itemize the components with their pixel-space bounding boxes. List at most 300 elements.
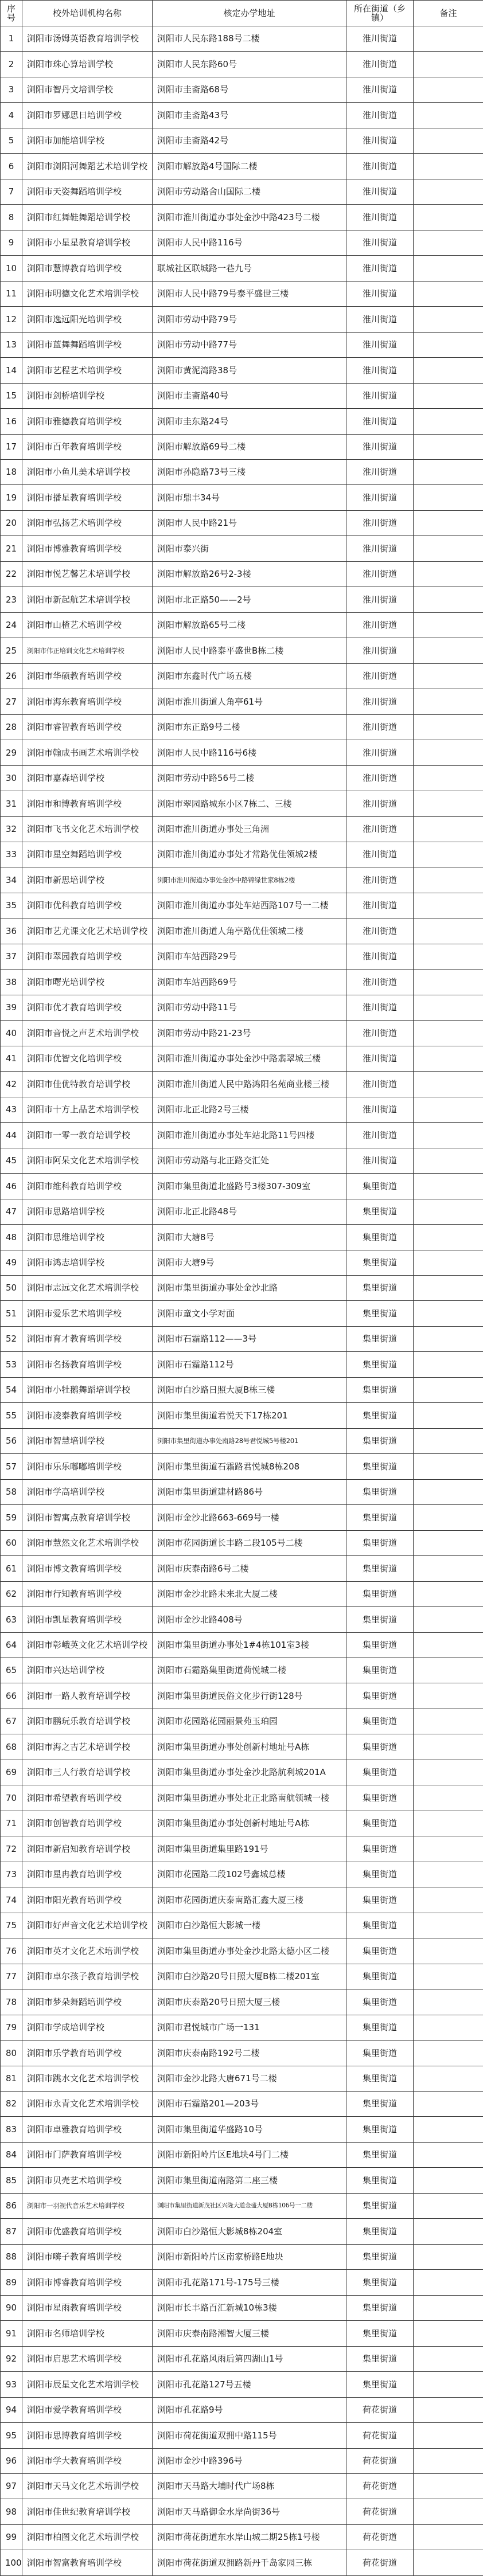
cell-name: 浏阳市学成培训学校 xyxy=(22,2015,153,2040)
cell-area: 集里街道 xyxy=(346,2321,414,2346)
cell-name: 浏阳市星冉教育培训学校 xyxy=(22,1862,153,1887)
table-row xyxy=(1,1046,483,1071)
table-row xyxy=(1,2244,483,2269)
cell-note xyxy=(414,1862,483,1887)
cell-address: 浏阳市淮川街道办事处车站西路107号一二楼 xyxy=(153,893,346,918)
cell-name: 浏阳市卓雅教育培训学校 xyxy=(22,2117,153,2142)
cell-name: 浏阳市英才文化艺术培训学校 xyxy=(22,1938,153,1964)
cell-note xyxy=(414,816,483,842)
cell-area: 集里街道 xyxy=(346,1862,414,1887)
cell-area: 集里街道 xyxy=(346,1581,414,1606)
cell-address: 浏阳市泰兴街 xyxy=(153,536,346,561)
cell-no: 59 xyxy=(1,1505,22,1530)
cell-address: 浏阳市集里街道建材路86号 xyxy=(153,1479,346,1504)
cell-name: 浏阳市浏阳河舞蹈艺术培训学校 xyxy=(22,154,153,179)
cell-area: 淮川街道 xyxy=(346,1123,414,1148)
table-row xyxy=(1,307,483,332)
cell-no: 34 xyxy=(1,867,22,893)
cell-note xyxy=(414,1199,483,1224)
cell-no: 82 xyxy=(1,2091,22,2116)
cell-note xyxy=(414,383,483,408)
table-row xyxy=(1,2397,483,2422)
cell-address: 浏阳市集里街道民俗文化步行街128号 xyxy=(153,1683,346,1709)
cell-note xyxy=(414,2193,483,2218)
cell-name: 浏阳市优智文化培训学校 xyxy=(22,1046,153,1071)
cell-note xyxy=(414,2499,483,2524)
cell-address: 浏阳市天马路大埔时代广场8栋 xyxy=(153,2474,346,2499)
cell-no: 18 xyxy=(1,459,22,484)
cell-name: 浏阳市好声音文化艺术培训学校 xyxy=(22,1913,153,1938)
cell-address: 浏阳市花园路花园丽景苑玉珀园 xyxy=(153,1709,346,1734)
cell-note xyxy=(414,740,483,765)
table-row xyxy=(1,2066,483,2091)
cell-note xyxy=(414,1072,483,1097)
cell-address: 浏阳市童文小学对面 xyxy=(153,1301,346,1326)
cell-area: 淮川街道 xyxy=(346,536,414,561)
table-row xyxy=(1,970,483,995)
table-row xyxy=(1,1454,483,1479)
cell-area: 集里街道 xyxy=(346,2168,414,2193)
cell-name: 浏阳市新起航艺术培训学校 xyxy=(22,587,153,612)
cell-note xyxy=(414,307,483,332)
cell-note xyxy=(414,970,483,995)
cell-area: 淮川街道 xyxy=(346,918,414,944)
cell-note xyxy=(414,1658,483,1683)
table-row xyxy=(1,2219,483,2244)
cell-address: 浏阳市君悦城市广场一131 xyxy=(153,2015,346,2040)
cell-no: 50 xyxy=(1,1275,22,1300)
cell-address: 浏阳市庆泰南路湘智大厦三楼 xyxy=(153,2321,346,2346)
cell-address: 浏阳市淮川街道人角亭61号 xyxy=(153,689,346,714)
cell-name: 浏阳市嗨子教育培训学校 xyxy=(22,2244,153,2269)
cell-area: 集里街道 xyxy=(346,2015,414,2040)
cell-area: 集里街道 xyxy=(346,1964,414,1989)
cell-area: 集里街道 xyxy=(346,2244,414,2269)
cell-no: 61 xyxy=(1,1556,22,1581)
table-row xyxy=(1,230,483,255)
cell-no: 48 xyxy=(1,1225,22,1250)
cell-no: 53 xyxy=(1,1352,22,1377)
cell-name: 浏阳市爱学教育培训学校 xyxy=(22,2397,153,2422)
cell-address: 浏阳市集里街道南路第二座三楼 xyxy=(153,2168,346,2193)
cell-name: 浏阳市十方上品艺术培训学校 xyxy=(22,1097,153,1122)
cell-area: 淮川街道 xyxy=(346,1072,414,1097)
cell-address: 浏阳市金沙中路396号 xyxy=(153,2448,346,2473)
cell-address: 浏阳市花园街道长丰路二段105号二楼 xyxy=(153,1530,346,1555)
cell-area: 淮川街道 xyxy=(346,485,414,510)
cell-no: 91 xyxy=(1,2321,22,2346)
cell-address: 浏阳市人民中路泰平盛世B栋二楼 xyxy=(153,638,346,663)
cell-note xyxy=(414,2524,483,2550)
cell-name: 浏阳市行知教育培训学校 xyxy=(22,1581,153,1606)
cell-area: 集里街道 xyxy=(346,1836,414,1862)
cell-note xyxy=(414,2041,483,2066)
cell-address: 浏阳市淮川街道办事处才常路优佳领城2楼 xyxy=(153,842,346,867)
cell-note xyxy=(414,1377,483,1402)
table-row xyxy=(1,383,483,408)
cell-address: 浏阳市白沙路恒大影城8栋204室 xyxy=(153,2219,346,2244)
cell-note xyxy=(414,2270,483,2295)
cell-name: 浏阳市鸿志培训学校 xyxy=(22,1250,153,1275)
cell-note xyxy=(414,638,483,663)
cell-no: 57 xyxy=(1,1454,22,1479)
table-row xyxy=(1,867,483,893)
cell-no: 64 xyxy=(1,1632,22,1658)
cell-address: 浏阳市新阳岭片区E地块4号门二楼 xyxy=(153,2142,346,2167)
cell-address: 浏阳市金沙北路408号 xyxy=(153,1607,346,1632)
cell-area: 集里街道 xyxy=(346,1683,414,1709)
cell-area: 集里街道 xyxy=(346,1989,414,2015)
cell-address: 浏阳市圭东路24号 xyxy=(153,409,346,434)
cell-address: 浏阳市庆泰南路6号二楼 xyxy=(153,1556,346,1581)
cell-note xyxy=(414,2474,483,2499)
cell-no: 23 xyxy=(1,587,22,612)
cell-address: 浏阳市集里街道办事处金沙北路太德小区二楼 xyxy=(153,1938,346,1964)
table-row xyxy=(1,1989,483,2015)
cell-no: 74 xyxy=(1,1887,22,1913)
cell-area: 淮川街道 xyxy=(346,281,414,306)
cell-area: 淮川街道 xyxy=(346,510,414,535)
cell-address: 浏阳市东鑫时代广场五楼 xyxy=(153,663,346,689)
cell-area: 淮川街道 xyxy=(346,230,414,255)
table-row xyxy=(1,2499,483,2524)
cell-area: 集里街道 xyxy=(346,1250,414,1275)
cell-note xyxy=(414,1352,483,1377)
cell-no: 2 xyxy=(1,52,22,77)
cell-note xyxy=(414,2142,483,2167)
cell-address: 浏阳市集里街道北盛路号3楼307-309室 xyxy=(153,1174,346,1199)
cell-name: 浏阳市优科教育培训学校 xyxy=(22,893,153,918)
cell-no: 22 xyxy=(1,561,22,587)
cell-note xyxy=(414,1326,483,1351)
cell-address: 浏阳市新阳岭片区南家桥路E地块 xyxy=(153,2244,346,2269)
cell-name: 浏阳市志远文化艺术培训学校 xyxy=(22,1275,153,1300)
cell-name: 浏阳市播星教育培训学校 xyxy=(22,485,153,510)
cell-name: 浏阳市小星星教育培训学校 xyxy=(22,230,153,255)
cell-area: 集里街道 xyxy=(346,1556,414,1581)
cell-address: 浏阳市黄泥湾路38号 xyxy=(153,358,346,383)
cell-note xyxy=(414,536,483,561)
cell-no: 88 xyxy=(1,2244,22,2269)
cell-no: 71 xyxy=(1,1811,22,1836)
cell-name: 浏阳市和博教育培训学校 xyxy=(22,791,153,816)
cell-note xyxy=(414,689,483,714)
cell-no: 69 xyxy=(1,1760,22,1785)
cell-area: 淮川街道 xyxy=(346,867,414,893)
cell-area: 集里街道 xyxy=(346,2346,414,2371)
cell-note xyxy=(414,103,483,128)
table-row xyxy=(1,1072,483,1097)
cell-address: 浏阳市荷花街道东水岸山城二期25栋1号楼 xyxy=(153,2524,346,2550)
cell-area: 集里街道 xyxy=(346,1326,414,1351)
cell-address: 浏阳市车站西路29号 xyxy=(153,944,346,969)
table-row xyxy=(1,1148,483,1173)
cell-no: 24 xyxy=(1,612,22,638)
cell-name: 浏阳市慧然文化艺术培训学校 xyxy=(22,1530,153,1555)
cell-name: 浏阳市彰峨英文化艺术培训学校 xyxy=(22,1632,153,1658)
cell-address: 浏阳市集里街道集里路191号 xyxy=(153,1836,346,1862)
cell-area: 集里街道 xyxy=(346,1811,414,1836)
cell-no: 36 xyxy=(1,918,22,944)
cell-no: 70 xyxy=(1,1785,22,1811)
cell-area: 集里街道 xyxy=(346,2142,414,2167)
cell-area: 淮川街道 xyxy=(346,128,414,153)
cell-name: 浏阳市飞书文化艺术培训学校 xyxy=(22,816,153,842)
cell-name: 浏阳市悦艺馨艺术培训学校 xyxy=(22,561,153,587)
cell-no: 16 xyxy=(1,409,22,434)
cell-no: 17 xyxy=(1,434,22,459)
cell-no: 51 xyxy=(1,1301,22,1326)
header-note: 备注 xyxy=(414,1,483,26)
cell-address: 浏阳市白沙路恒大影城一楼 xyxy=(153,1913,346,1938)
cell-name: 浏阳市罗娜思日培训学校 xyxy=(22,103,153,128)
cell-area: 淮川街道 xyxy=(346,1097,414,1122)
cell-address: 浏阳市天马路御金水岸尚街36号 xyxy=(153,2499,346,2524)
table-row xyxy=(1,842,483,867)
cell-address: 浏阳市集里街道办事处金沙北路航利城201A xyxy=(153,1760,346,1785)
cell-address: 浏阳市人民中路21号 xyxy=(153,510,346,535)
table-row xyxy=(1,332,483,357)
cell-note xyxy=(414,867,483,893)
cell-name: 浏阳市佳优特教育培训学校 xyxy=(22,1072,153,1097)
cell-name: 浏阳市小鱼儿美术培训学校 xyxy=(22,459,153,484)
cell-area: 集里街道 xyxy=(346,1174,414,1199)
cell-name: 浏阳市启思艺术培训学校 xyxy=(22,2346,153,2371)
cell-name: 浏阳市艺程艺术培训学校 xyxy=(22,358,153,383)
cell-no: 27 xyxy=(1,689,22,714)
cell-area: 集里街道 xyxy=(346,1352,414,1377)
cell-name: 浏阳市嘉森培训学校 xyxy=(22,765,153,791)
table-row xyxy=(1,1505,483,1530)
cell-note xyxy=(414,434,483,459)
cell-no: 6 xyxy=(1,154,22,179)
cell-no: 73 xyxy=(1,1862,22,1887)
cell-note xyxy=(414,995,483,1020)
cell-name: 浏阳市思路培训学校 xyxy=(22,1199,153,1224)
cell-note xyxy=(414,1097,483,1122)
cell-name: 浏阳市伟正培训文化艺术培训学校 xyxy=(22,638,153,663)
cell-no: 77 xyxy=(1,1964,22,1989)
cell-name: 浏阳市希望教育培训学校 xyxy=(22,1785,153,1811)
table-row xyxy=(1,714,483,740)
cell-note xyxy=(414,791,483,816)
table-row xyxy=(1,26,483,52)
cell-no: 58 xyxy=(1,1479,22,1504)
cell-address: 浏阳市集里街道办事处北正北路南航领城一楼 xyxy=(153,1785,346,1811)
cell-no: 90 xyxy=(1,2295,22,2320)
cell-name: 浏阳市明德文化艺术培训学校 xyxy=(22,281,153,306)
cell-no: 29 xyxy=(1,740,22,765)
table-row xyxy=(1,1836,483,1862)
cell-name: 浏阳市华硕教育培训学校 xyxy=(22,663,153,689)
cell-name: 浏阳市剑桥培训学校 xyxy=(22,383,153,408)
table-row xyxy=(1,561,483,587)
cell-address: 浏阳市淮川街道办事处金沙中路423号二楼 xyxy=(153,205,346,230)
cell-note xyxy=(414,52,483,77)
cell-name: 浏阳市翠园教育培训学校 xyxy=(22,944,153,969)
cell-name: 浏阳市博文教育培训学校 xyxy=(22,1556,153,1581)
cell-area: 淮川街道 xyxy=(346,154,414,179)
table-row xyxy=(1,765,483,791)
cell-address: 浏阳市石霜路112——3号 xyxy=(153,1326,346,1351)
table-row xyxy=(1,2321,483,2346)
cell-name: 浏阳市睿智教育培训学校 xyxy=(22,714,153,740)
table-row xyxy=(1,1913,483,1938)
cell-name: 浏阳市音悦之声艺术培训学校 xyxy=(22,1021,153,1046)
table-row xyxy=(1,1581,483,1606)
cell-address: 浏阳市淮川街道办事处三角洲 xyxy=(153,816,346,842)
cell-note xyxy=(414,612,483,638)
cell-note xyxy=(414,1505,483,1530)
cell-name: 浏阳市凯星教育培训学校 xyxy=(22,1607,153,1632)
cell-area: 集里街道 xyxy=(346,1632,414,1658)
cell-no: 33 xyxy=(1,842,22,867)
cell-name: 浏阳市弘扬艺术培训学校 xyxy=(22,510,153,535)
cell-name: 浏阳市新启知教育培训学校 xyxy=(22,1836,153,1862)
cell-name: 浏阳市创智教育培训学校 xyxy=(22,1811,153,1836)
cell-address: 浏阳市荷花街道双拥中路115号 xyxy=(153,2423,346,2448)
cell-address: 浏阳市白沙路20号日照大厦B栋二楼201室 xyxy=(153,1964,346,1989)
cell-name: 浏阳市三人行教育培训学校 xyxy=(22,1760,153,1785)
cell-name: 浏阳市阳光教育培训学校 xyxy=(22,1887,153,1913)
cell-area: 淮川街道 xyxy=(346,1021,414,1046)
cell-area: 淮川街道 xyxy=(346,103,414,128)
cell-no: 28 xyxy=(1,714,22,740)
table-row xyxy=(1,1352,483,1377)
cell-address: 浏阳市劳动中路79号 xyxy=(153,307,346,332)
cell-name: 浏阳市汤姆英语教育培训学校 xyxy=(22,26,153,52)
cell-name: 浏阳市新思培训学校 xyxy=(22,867,153,893)
cell-no: 99 xyxy=(1,2524,22,2550)
cell-address: 浏阳市金沙北路大唐671号二楼 xyxy=(153,2066,346,2091)
cell-no: 44 xyxy=(1,1123,22,1148)
cell-no: 37 xyxy=(1,944,22,969)
cell-address: 浏阳市北正北路48号 xyxy=(153,1199,346,1224)
table-row xyxy=(1,536,483,561)
cell-address: 浏阳市集里街道君悦天下17栋201 xyxy=(153,1403,346,1428)
cell-area: 淮川街道 xyxy=(346,434,414,459)
cell-area: 淮川街道 xyxy=(346,765,414,791)
cell-note xyxy=(414,1046,483,1071)
cell-note xyxy=(414,2321,483,2346)
cell-no: 92 xyxy=(1,2346,22,2371)
cell-name: 浏阳市博睿教育培训学校 xyxy=(22,2270,153,2295)
table-row xyxy=(1,2091,483,2116)
cell-name: 浏阳市一羽视代音乐艺术培训学校 xyxy=(22,2193,153,2218)
table-row xyxy=(1,2015,483,2040)
table-row xyxy=(1,1683,483,1709)
cell-area: 集里街道 xyxy=(346,2117,414,2142)
cell-no: 19 xyxy=(1,485,22,510)
cell-address: 浏阳市解放路4号国际二楼 xyxy=(153,154,346,179)
cell-area: 集里街道 xyxy=(346,1199,414,1224)
cell-area: 淮川街道 xyxy=(346,1148,414,1173)
table-row xyxy=(1,281,483,306)
cell-area: 集里街道 xyxy=(346,1428,414,1453)
cell-no: 79 xyxy=(1,2015,22,2040)
table-row xyxy=(1,52,483,77)
cell-address: 联城社区联城路一巷九号 xyxy=(153,256,346,281)
cell-name: 浏阳市辰星文化艺术培训学校 xyxy=(22,2372,153,2397)
cell-address: 浏阳市解放路26号2-3楼 xyxy=(153,561,346,587)
cell-area: 集里街道 xyxy=(346,1658,414,1683)
table-row xyxy=(1,2142,483,2167)
cell-note xyxy=(414,714,483,740)
cell-note xyxy=(414,1021,483,1046)
cell-note xyxy=(414,1811,483,1836)
cell-address: 浏阳市劳动中路56号二楼 xyxy=(153,765,346,791)
cell-name: 浏阳市思博教育培训学校 xyxy=(22,2423,153,2448)
cell-area: 集里街道 xyxy=(346,2091,414,2116)
cell-note xyxy=(414,128,483,153)
cell-note xyxy=(414,205,483,230)
cell-address: 浏阳市孔花路风雨后第四湖山1号 xyxy=(153,2346,346,2371)
cell-no: 5 xyxy=(1,128,22,153)
cell-address: 浏阳市淮川街道办事处金沙中路翡翠城三楼 xyxy=(153,1046,346,1071)
table-row xyxy=(1,689,483,714)
cell-area: 淮川街道 xyxy=(346,689,414,714)
cell-address: 浏阳市劳动中路77号 xyxy=(153,332,346,357)
cell-note xyxy=(414,944,483,969)
table-row xyxy=(1,740,483,765)
table-row xyxy=(1,1479,483,1504)
cell-address: 浏阳市解放路69号二楼 xyxy=(153,434,346,459)
cell-address: 浏阳市人民中路116号6楼 xyxy=(153,740,346,765)
cell-name: 浏阳市兴达培训学校 xyxy=(22,1658,153,1683)
cell-no: 11 xyxy=(1,281,22,306)
cell-note xyxy=(414,1301,483,1326)
cell-address: 浏阳市劳动路与北正路交汇处 xyxy=(153,1148,346,1173)
header-address: 核定办学地址 xyxy=(153,1,346,26)
cell-area: 淮川街道 xyxy=(346,307,414,332)
cell-note xyxy=(414,1760,483,1785)
cell-note xyxy=(414,230,483,255)
cell-area: 荷花街道 xyxy=(346,2499,414,2524)
cell-name: 浏阳市智寓点教育培训学校 xyxy=(22,1505,153,1530)
cell-note xyxy=(414,893,483,918)
table-row xyxy=(1,638,483,663)
cell-note xyxy=(414,2550,483,2575)
table-row xyxy=(1,1658,483,1683)
cell-area: 集里街道 xyxy=(346,1301,414,1326)
cell-no: 86 xyxy=(1,2193,22,2218)
cell-area: 集里街道 xyxy=(346,1225,414,1250)
cell-name: 浏阳市门萨教育培训学校 xyxy=(22,2142,153,2167)
cell-address: 浏阳市庆泰南路192号二楼 xyxy=(153,2041,346,2066)
table-row xyxy=(1,409,483,434)
table-row xyxy=(1,816,483,842)
cell-note xyxy=(414,1683,483,1709)
cell-no: 81 xyxy=(1,2066,22,2091)
cell-no: 52 xyxy=(1,1326,22,1351)
cell-address: 浏阳市长丰路百汇新城10栋3楼 xyxy=(153,2295,346,2320)
cell-name: 浏阳市学大教育培训学校 xyxy=(22,2448,153,2473)
cell-address: 浏阳市集里街道办事处创新村地址号A栋 xyxy=(153,1811,346,1836)
cell-name: 浏阳市一零一教育培训学校 xyxy=(22,1123,153,1148)
cell-no: 7 xyxy=(1,179,22,204)
cell-area: 淮川街道 xyxy=(346,893,414,918)
table-row xyxy=(1,612,483,638)
cell-no: 72 xyxy=(1,1836,22,1862)
cell-name: 浏阳市博雅教育培训学校 xyxy=(22,536,153,561)
cell-address: 浏阳市翠园路城东小区7栋二、三楼 xyxy=(153,791,346,816)
cell-name: 浏阳市加能培训学校 xyxy=(22,128,153,153)
cell-note xyxy=(414,154,483,179)
cell-area: 荷花街道 xyxy=(346,2448,414,2473)
cell-note xyxy=(414,2346,483,2371)
table-row xyxy=(1,205,483,230)
cell-note xyxy=(414,1174,483,1199)
